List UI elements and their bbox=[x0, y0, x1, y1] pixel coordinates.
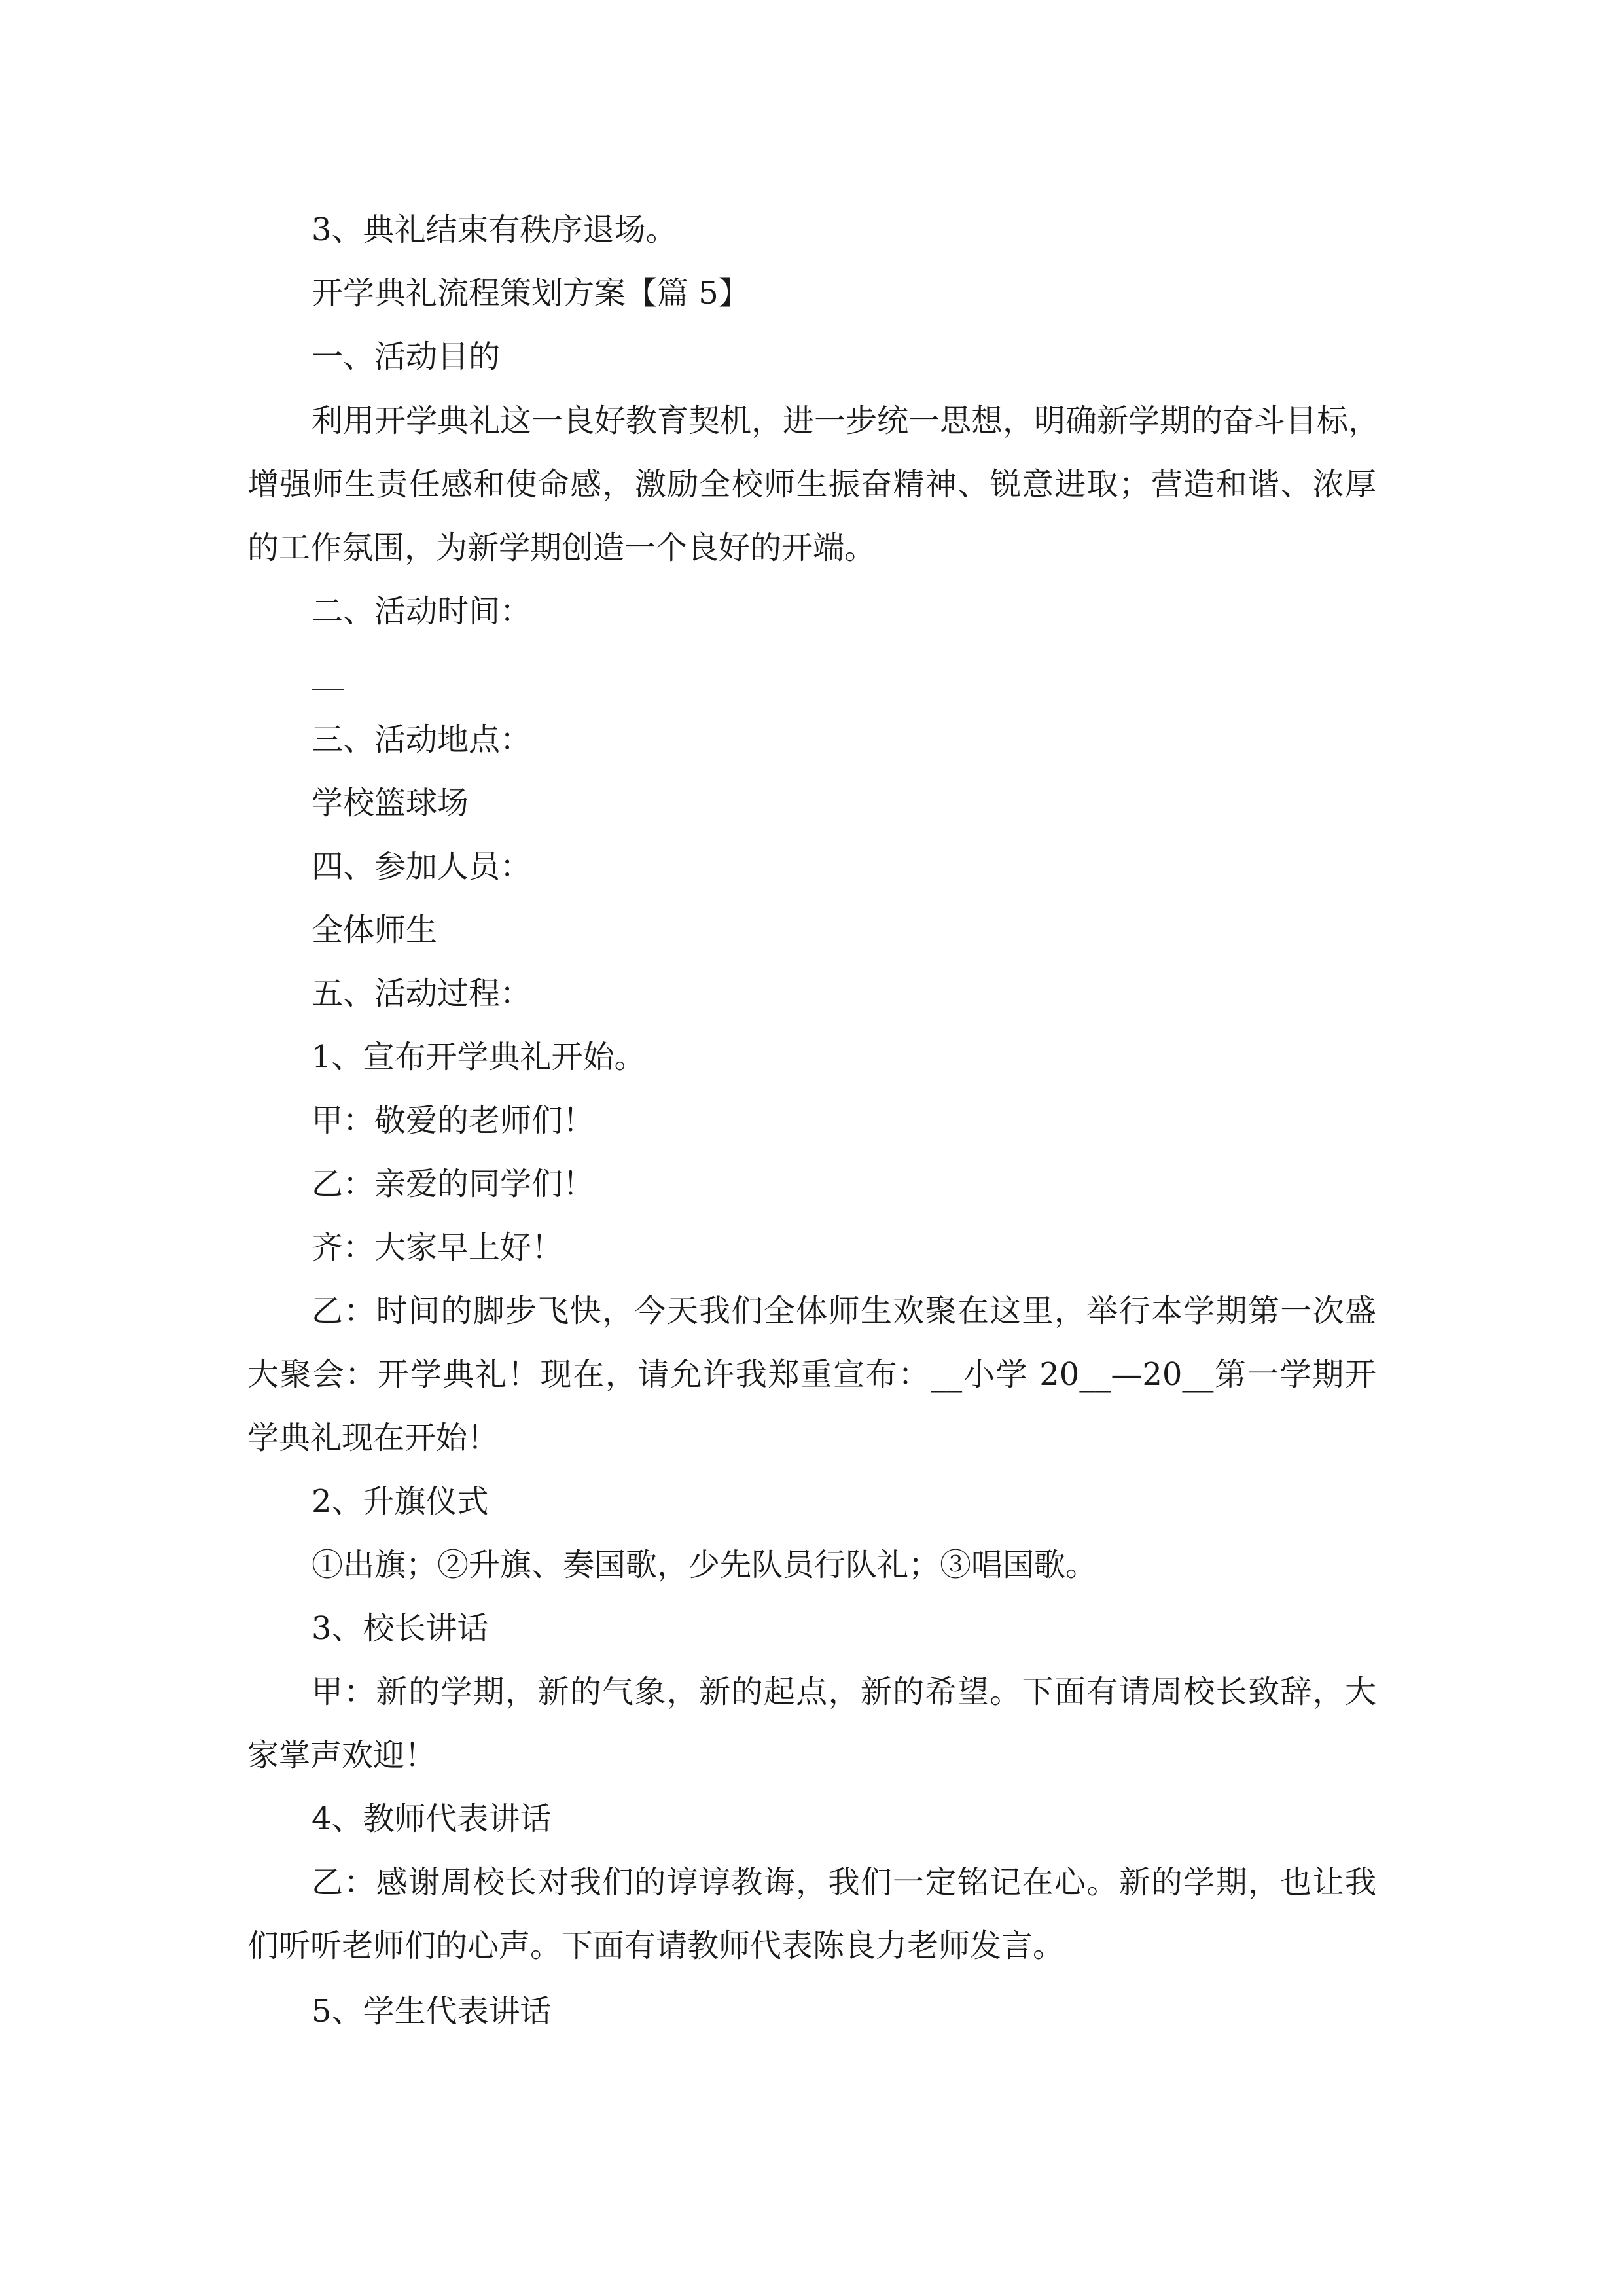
paragraph-line: 3、典礼结束有秩序退场。 bbox=[312, 211, 677, 248]
dialogue-line: 大聚会：开学典礼！现在，请允许我郑重宣布：__小学 20__—20__第一学期开 bbox=[247, 1356, 1376, 1393]
section-heading: 三、活动地点： bbox=[312, 721, 532, 758]
dialogue-line: 甲：新的学期，新的气象，新的起点，新的希望。下面有请周校长致辞，大 bbox=[312, 1674, 1376, 1710]
section-title: 开学典礼流程策划方案【篇 5】 bbox=[312, 275, 750, 312]
paragraph-line: 利用开学典礼这一良好教育契机，进一步统一思想，明确新学期的奋斗目标， bbox=[312, 403, 1380, 439]
paragraph-line: 增强师生责任感和使命感，激励全校师生振奋精神、锐意进取；营造和谐、浓厚 bbox=[247, 466, 1376, 503]
paragraph-line: ①出旗；②升旗、奏国歌，少先队员行队礼；③唱国歌。 bbox=[312, 1547, 1097, 1583]
dialogue-line: 乙：时间的脚步飞快，今天我们全体师生欢聚在这里，举行本学期第一次盛 bbox=[312, 1293, 1376, 1329]
list-item: 1、宣布开学典礼开始。 bbox=[312, 1039, 646, 1075]
dialogue-line: 甲：敬爱的老师们！ bbox=[312, 1102, 595, 1139]
list-item: 2、升旗仪式 bbox=[312, 1483, 489, 1520]
paragraph-line: 学校篮球场 bbox=[312, 785, 469, 821]
paragraph-line: 的工作氛围，为新学期创造一个良好的开端。 bbox=[247, 529, 876, 566]
dialogue-line: 家掌声欢迎！ bbox=[247, 1737, 437, 1774]
dialogue-line: 乙：亲爱的同学们！ bbox=[312, 1166, 595, 1202]
section-heading: 一、活动目的 bbox=[312, 338, 501, 375]
list-item: 3、校长讲话 bbox=[312, 1610, 489, 1647]
section-heading: 二、活动时间： bbox=[312, 593, 532, 630]
paragraph-line: 全体师生 bbox=[312, 912, 438, 948]
dialogue-line: 们听听老师们的心声。下面有请教师代表陈良力老师发言。 bbox=[247, 1928, 1065, 1964]
list-item: 5、学生代表讲话 bbox=[312, 1993, 552, 2030]
dialogue-line: 齐：大家早上好！ bbox=[312, 1229, 563, 1266]
dialogue-line: 乙：感谢周校长对我们的谆谆教诲，我们一定铭记在心。新的学期，也让我 bbox=[312, 1864, 1376, 1901]
section-heading: 五、活动过程： bbox=[312, 975, 532, 1012]
blank-underline bbox=[312, 689, 344, 690]
list-item: 4、教师代表讲话 bbox=[312, 1801, 552, 1837]
dialogue-line: 学典礼现在开始！ bbox=[247, 1420, 499, 1456]
section-heading: 四、参加人员： bbox=[312, 848, 532, 885]
